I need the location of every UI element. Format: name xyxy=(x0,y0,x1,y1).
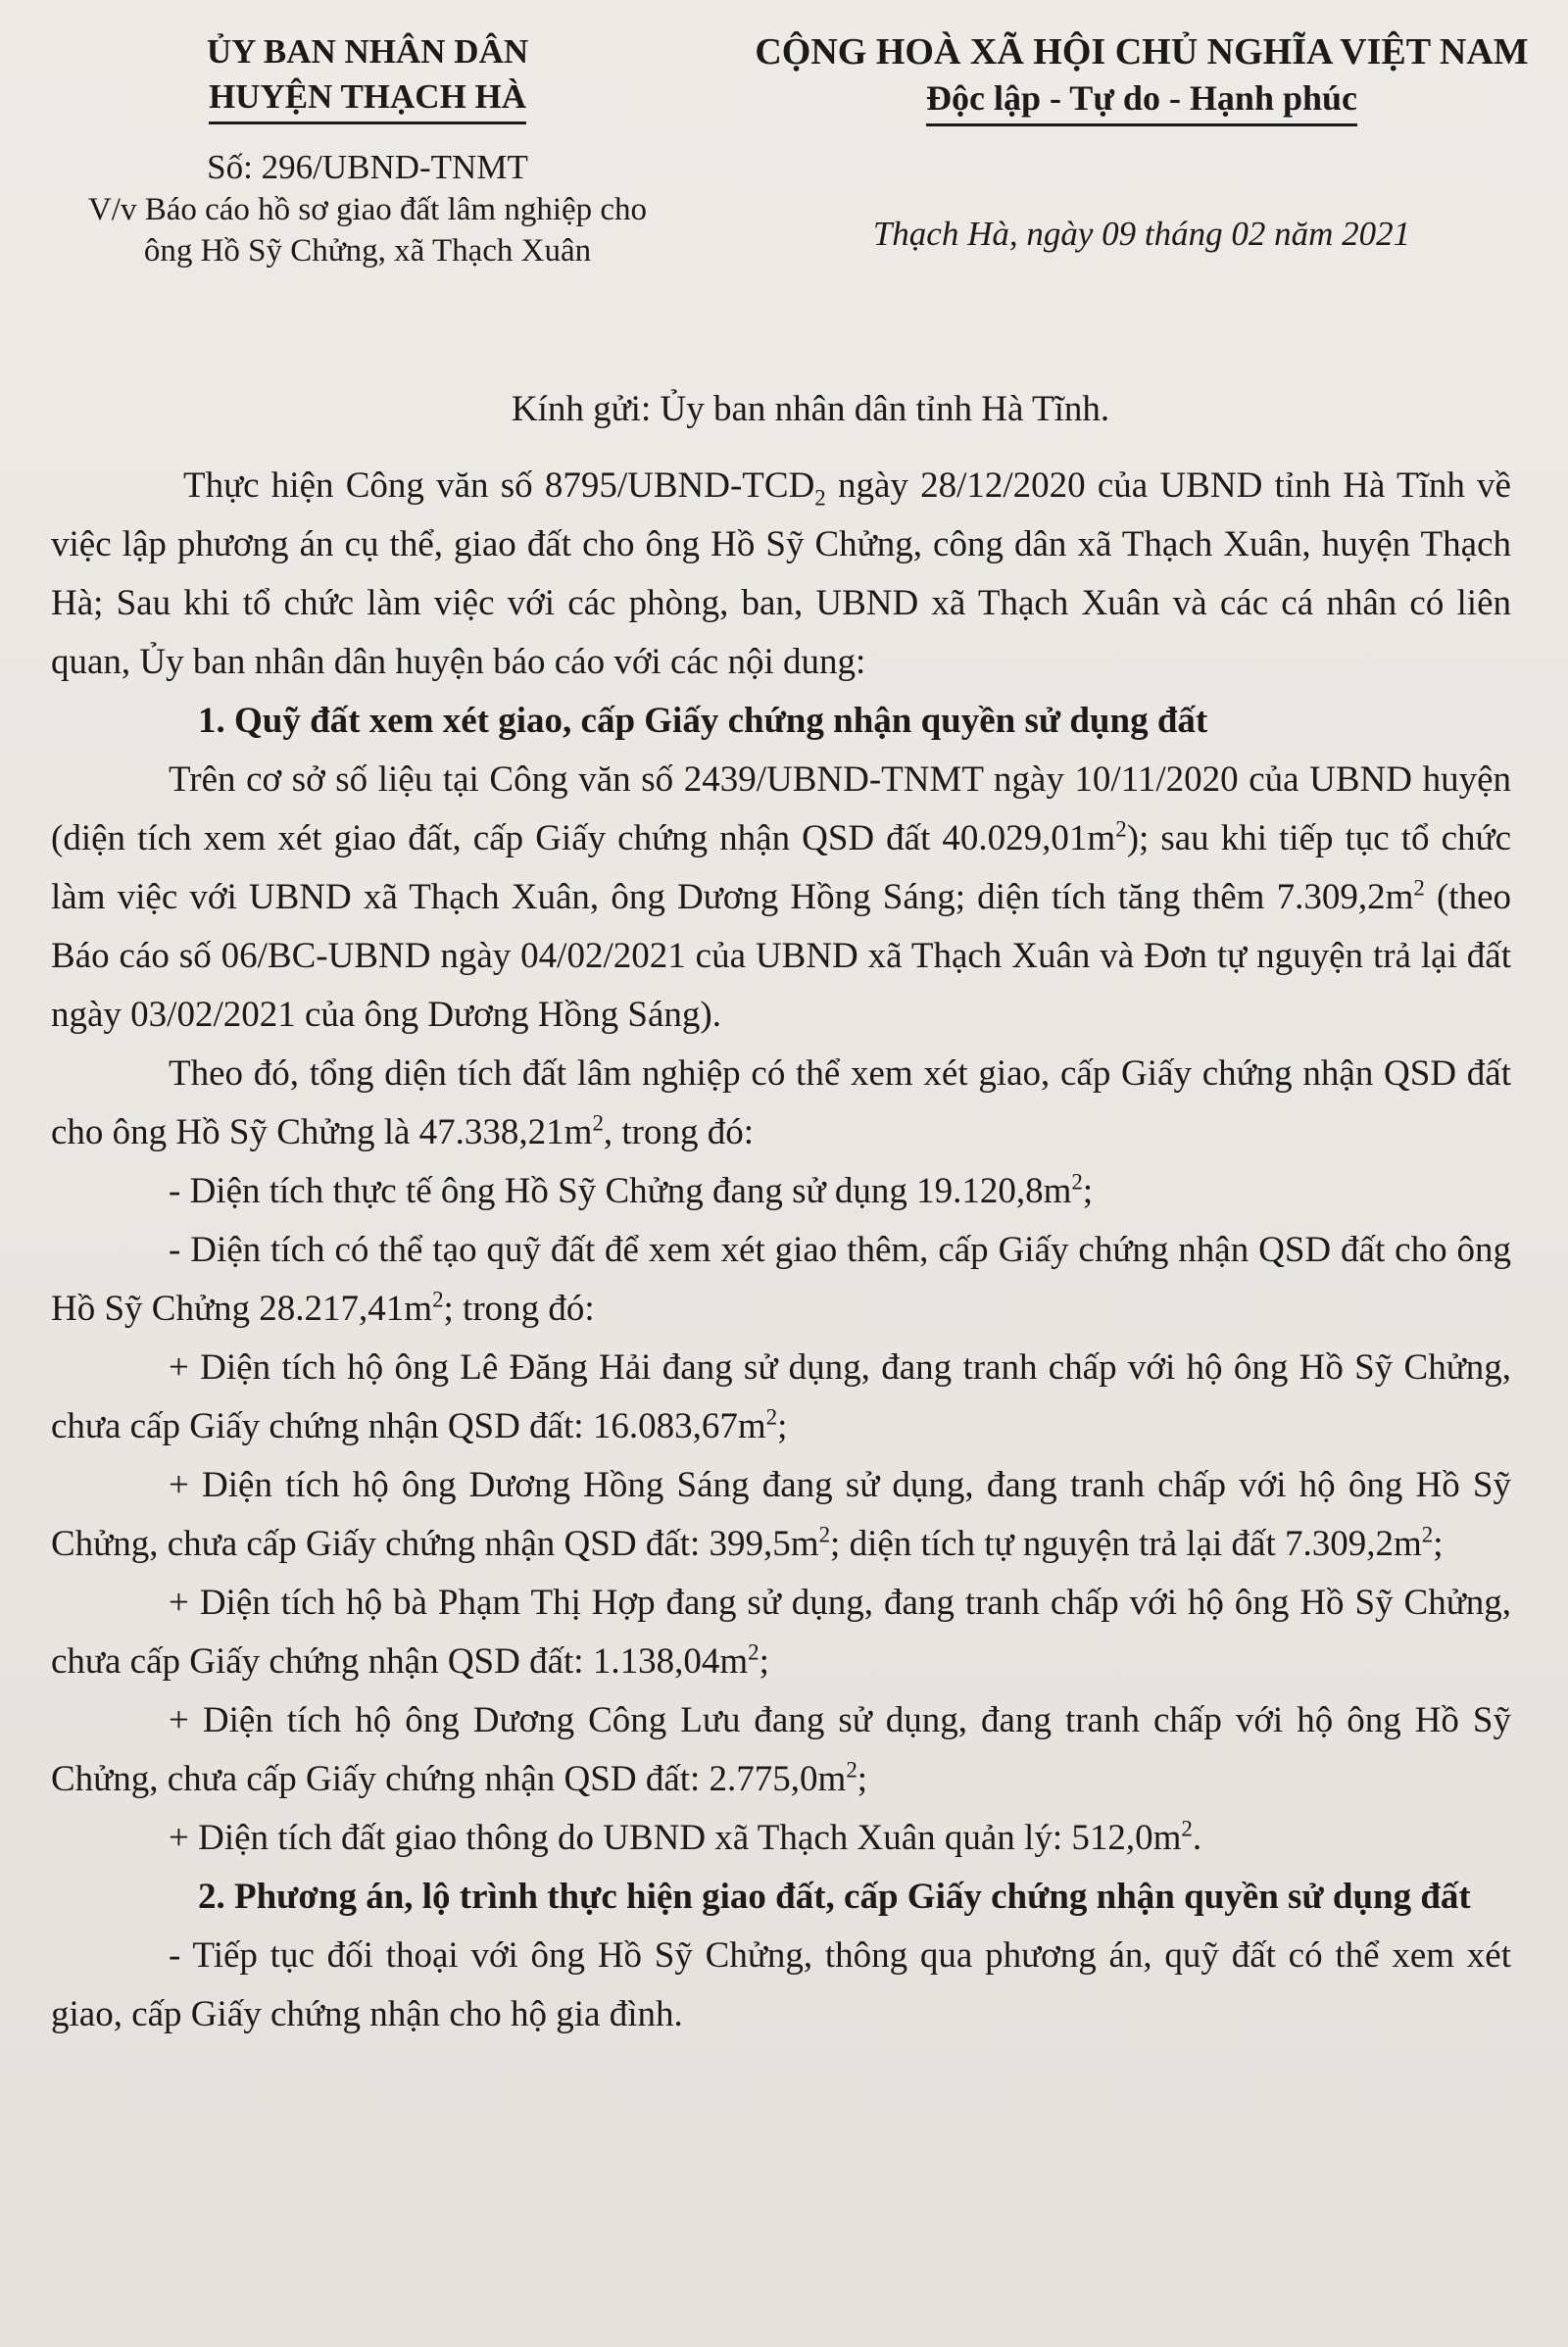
intro-paragraph: Thực hiện Công văn số $8795/UBND-TCD_2$ ngày 28/12/2020 của UBND tỉnh Hà Tĩnh về việc lập phương án cụ thể, giao đất cho ông Hồ Sỹ Chửng, công dân xã Thạch Xuân, huyện Thạch Hà; Sau khi tổ chức làm việc với các phòng, ban, UBND xã Thạch Xuân và các cá nhân có liên quan, Ủy ban nhân dân huyện báo cáo với các nội dung: xyxy=(51,465,1511,682)
national-motto: Độc lập - Tự do - Hạnh phúc xyxy=(926,74,1357,126)
bullet-additional-area: - Diện tích có thể tạo quỹ đất để xem xét giao thêm, cấp Giấy chứng nhận QSD đất cho ông Hồ Sỹ Chửng $28.217,41m^2$; trong đó: xyxy=(51,1230,1511,1329)
issuer-name: ỦY BAN NHÂN DÂN xyxy=(206,32,529,71)
item-traffic-land: + Diện tích đất giao thông do UBND xã Thạch Xuân quản lý: $512,0m^2$. xyxy=(169,1816,1202,1858)
bullet-actual-area: - Diện tích thực tế ông Hồ Sỹ Chửng đang sử dụng $19.120,8m^2$; xyxy=(169,1169,1094,1211)
document-body xyxy=(51,380,1511,2044)
document-number: Số: 296/UBND-TNMT xyxy=(207,148,528,186)
section-1-title: 1. Quỹ đất xem xét giao, cấp Giấy chứng nhận quyền sử dụng đất xyxy=(198,701,1208,741)
paragraph-total-area: Theo đó, tổng diện tích đất lâm nghiệp có thể xem xét giao, cấp Giấy chứng nhận QSD đất cho ông Hồ Sỹ Chửng là $47.338,21m^2$, trong đó: xyxy=(51,1053,1511,1152)
issuer-district: HUYỆN THẠCH HÀ xyxy=(209,74,526,124)
issuer-header xyxy=(24,29,710,271)
item-duong-hong-sang: + Diện tích hộ ông Dương Hồng Sáng đang sử dụng, đang tranh chấp với hộ ông Hồ Sỹ Chửng, chưa cấp Giấy chứng nhận QSD đất: $399,5m^2$; diện tích tự nguyện trả lại đất $7.309,2m^2$; xyxy=(51,1465,1511,1564)
nation-title: CỘNG HOÀ XÃ HỘI CHỦ NGHĨA VIỆT NAM xyxy=(755,31,1529,73)
place-date: Thạch Hà, ngày 09 tháng 02 năm 2021 xyxy=(872,215,1411,253)
paragraph-land-basis: Trên cơ sở số liệu tại Công văn số 2439/UBND-TNMT ngày 10/11/2020 của UBND huyện (diện tích xem xét giao đất, cấp Giấy chứng nhận QSD đất $40.029,01m^2$); sau khi tiếp tục tổ chức làm việc với UBND xã Thạch Xuân, ông Dương Hồng Sáng; diện tích tăng thêm $7.309,2m^2$ (theo Báo cáo số 06/BC-UBND ngày 04/02/2021 của UBND xã Thạch Xuân và Đơn tự nguyện trả lại đất ngày 03/02/2021 của ông Dương Hồng Sáng). xyxy=(51,759,1511,1035)
subject-line-2: ông Hồ Sỹ Chửng, xã Thạch Xuân xyxy=(143,233,592,269)
recipient-line: Kính gửi: Ủy ban nhân dân tỉnh Hà Tĩnh. xyxy=(511,389,1110,429)
item-le-dang-hai: + Diện tích hộ ông Lê Đăng Hải đang sử dụng, đang tranh chấp với hộ ông Hồ Sỹ Chửng, chưa cấp Giấy chứng nhận QSD đất: $16.083,67m^2$; xyxy=(51,1347,1511,1446)
item-duong-cong-luu: + Diện tích hộ ông Dương Công Lưu đang sử dụng, đang tranh chấp với hộ ông Hồ Sỹ Chửng, chưa cấp Giấy chứng nhận QSD đất: $2.775,0m^2$; xyxy=(51,1700,1511,1799)
paragraph-dialogue: - Tiếp tục đối thoại với ông Hồ Sỹ Chửng, thông qua phương án, quỹ đất có thể xem xét giao, cấp Giấy chứng nhận cho hộ gia đình. xyxy=(51,1935,1511,2034)
national-header xyxy=(720,29,1563,256)
subject-line-1: V/v Báo cáo hồ sơ giao đất lâm nghiệp cho xyxy=(87,192,648,227)
item-pham-thi-hop: + Diện tích hộ bà Phạm Thị Hợp đang sử dụng, đang tranh chấp với hộ ông Hồ Sỹ Chửng, chưa cấp Giấy chứng nhận QSD đất: $1.138,04m^2$; xyxy=(51,1583,1511,1682)
section-2-title: 2. Phương án, lộ trình thực hiện giao đất, cấp Giấy chứng nhận quyền sử dụng đất xyxy=(198,1877,1471,1917)
